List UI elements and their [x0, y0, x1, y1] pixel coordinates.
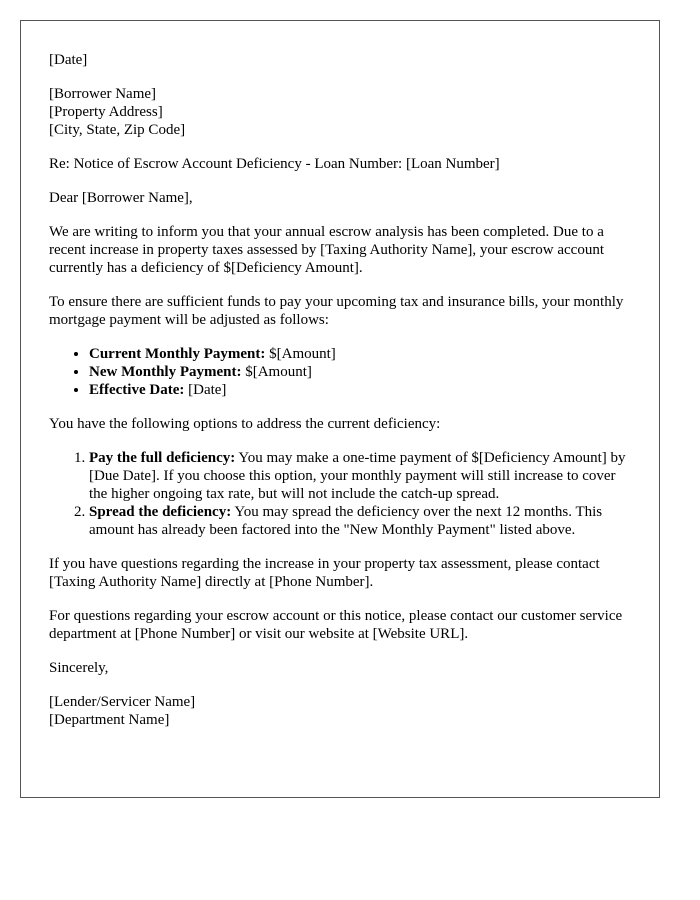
- option-pay-full-label: Pay the full deficiency:: [89, 450, 236, 466]
- option-spread-text: You may spread the deficiency over the next 12 months. This amount has already been factored into the "New Monthly Payment" listed above.: [89, 504, 603, 538]
- payment-details-list: [49, 345, 631, 399]
- option-pay-full-text: You may make a one-time payment of $[Deficiency Amount] by [Due Date]. If you choose this option, your monthly payment will still increase to cover the higher ongoing tax rate, but will not include the catch-up spread.: [89, 450, 626, 502]
- signature-block: [49, 693, 631, 729]
- signature-lender: [Lender/Servicer Name]: [49, 694, 196, 710]
- effective-date-value: [Date]: [184, 382, 227, 398]
- salutation: Dear [Borrower Name],: [49, 190, 193, 206]
- option-spread-label: Spread the deficiency:: [89, 504, 232, 520]
- paragraph-analysis-completed: We are writing to inform you that your annual escrow analysis has been completed. Due to a recent increase in property taxes assessed by [Taxing Authority Name], your escrow account currently has a deficiency of $[Deficiency Amount].: [49, 224, 605, 276]
- paragraph-payment-adjustment: To ensure there are sufficient funds to pay your upcoming tax and insurance bills, your monthly mortgage payment will be adjusted as follows:: [49, 294, 624, 328]
- options-intro: You have the following options to address the current deficiency:: [49, 416, 441, 432]
- paragraph-escrow-questions: For questions regarding your escrow account or this notice, please contact our customer service department at [Phone Number] or visit our website at [Website URL].: [49, 608, 623, 642]
- current-payment-value: $[Amount]: [265, 346, 336, 362]
- list-item-effective-date: [89, 381, 631, 399]
- recipient-property-address: [Property Address]: [49, 104, 163, 120]
- list-item-current-payment: [89, 345, 631, 363]
- new-payment-value: $[Amount]: [241, 364, 312, 380]
- current-payment-label: Current Monthly Payment:: [89, 346, 266, 362]
- recipient-city-state-zip: [City, State, Zip Code]: [49, 122, 186, 138]
- recipient-name: [Borrower Name]: [49, 86, 157, 102]
- signature-department: [Department Name]: [49, 712, 170, 728]
- option-pay-full: [89, 449, 631, 503]
- recipient-address-block: [49, 85, 631, 139]
- list-item-new-payment: [89, 363, 631, 381]
- new-payment-label: New Monthly Payment:: [89, 364, 242, 380]
- closing: Sincerely,: [49, 660, 109, 676]
- options-list: [49, 449, 631, 539]
- effective-date-label: Effective Date:: [89, 382, 185, 398]
- paragraph-tax-questions: If you have questions regarding the increase in your property tax assessment, please contact [Taxing Authority Name] directly at [Phone Number].: [49, 556, 600, 590]
- option-spread: [89, 503, 631, 539]
- letter-date: [Date]: [49, 52, 88, 68]
- letter-document: [20, 20, 660, 798]
- subject-line: Re: Notice of Escrow Account Deficiency - Loan Number: [Loan Number]: [49, 156, 500, 172]
